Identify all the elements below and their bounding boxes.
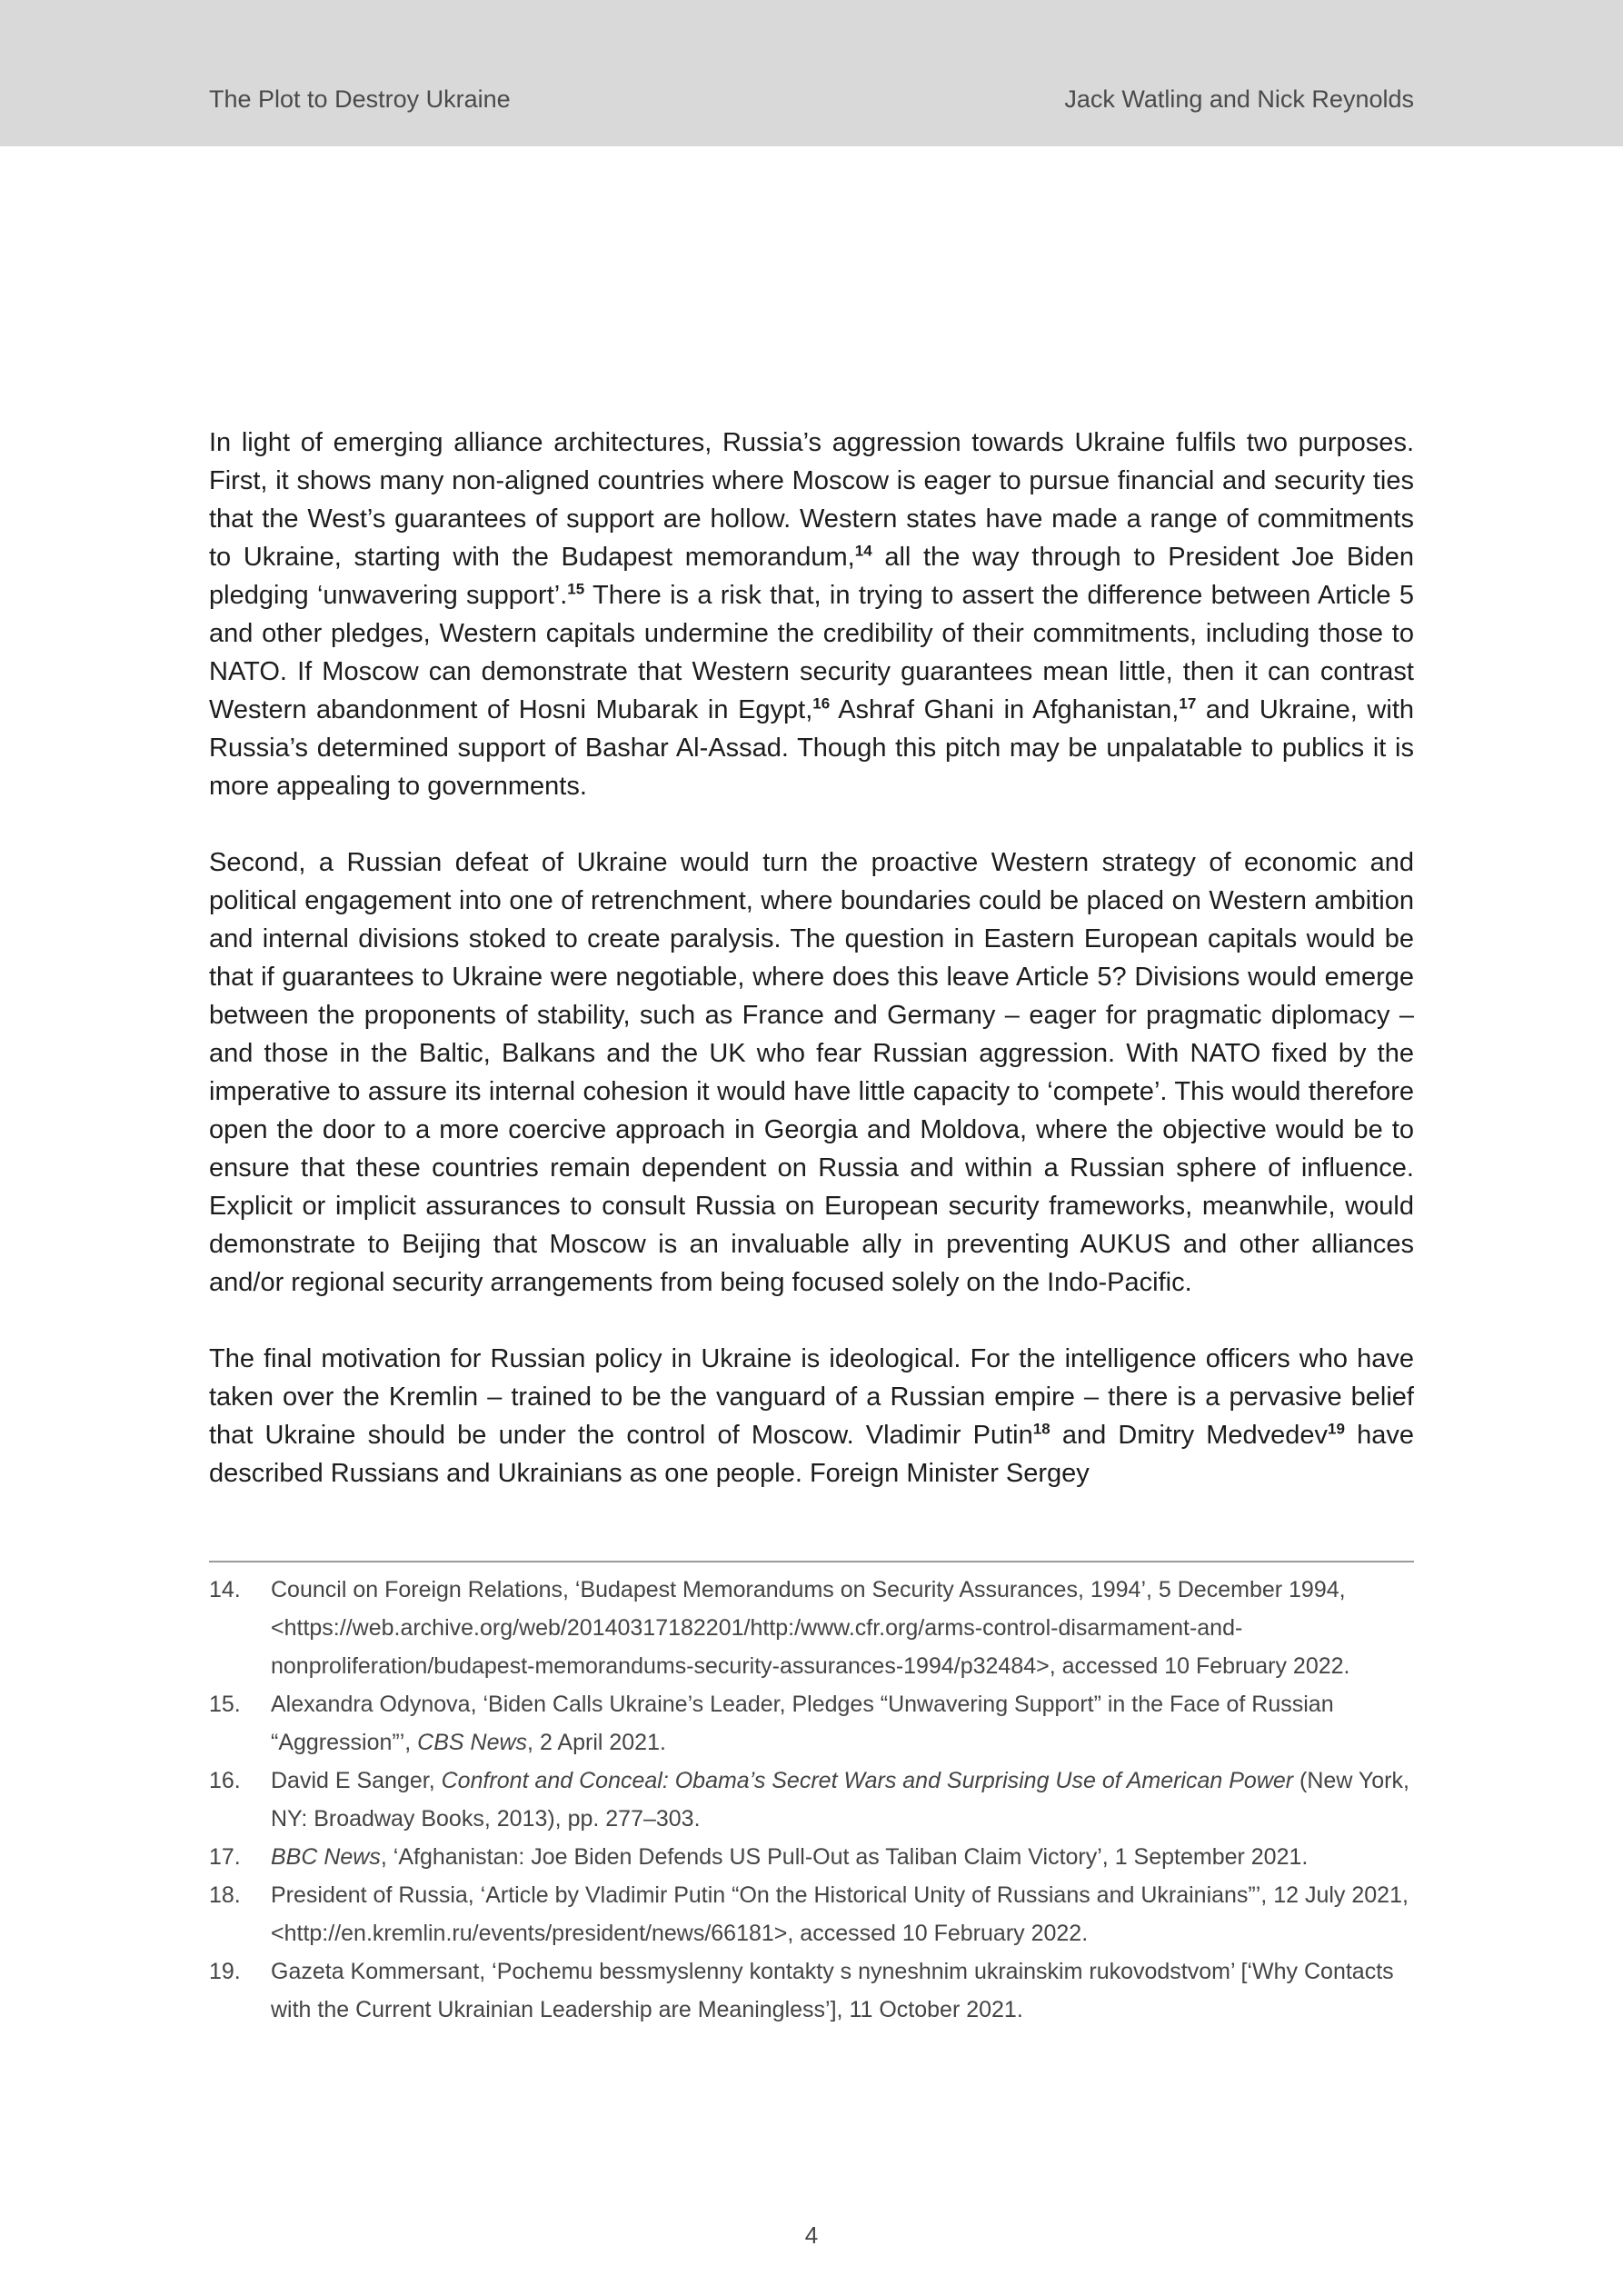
header-authors: Jack Watling and Nick Reynolds [1064, 85, 1414, 113]
footnote-divider [209, 1561, 1414, 1562]
footnote-ref-18: 18 [1032, 1420, 1050, 1438]
header-title: The Plot to Destroy Ukraine [209, 85, 511, 113]
p1-text-c: There is a risk that, in trying to assert the difference between Article 5 and other pledges, Western capitals undermine the credibility of their commitments, including those to NATO. If Moscow can demonstrate that Western security guarantees mean little, then it can contrast Western abandonment of Hosni Mubarak in Egypt, [209, 581, 1414, 724]
p1-text-a: In light of emerging alliance architectures, Russia’s aggression towards Ukraine fulfils two purposes. First, it shows many non-aligned countries where Moscow is eager to pursue financial and security ties that the West’s guarantees of support are hollow. Western states have made a range of commitments to Ukraine, starting with the Budapest memorandum, [209, 428, 1414, 572]
footnote-source-italic: Confront and Conceal: Obama’s Secret Wars and Surprising Use of American Power [441, 1768, 1294, 1793]
footnote-ref-14: 14 [854, 542, 872, 560]
paragraph-3 [209, 1340, 1414, 1492]
footnote-text [271, 1762, 1414, 1838]
footnote-number: 14. [209, 1577, 241, 1602]
p3-text-c: have described Russians and Ukrainians as one people. Foreign Minister Sergey [209, 1421, 1414, 1488]
footnotes-list [209, 1571, 1414, 2029]
footnote-15 [209, 1685, 1414, 1762]
footnote-16 [209, 1762, 1414, 1838]
p1-text-b: all the way through to President Joe Biden pledging ‘unwavering support’. [209, 543, 1415, 610]
footnote-number: 15. [209, 1692, 241, 1717]
footnote-14 [209, 1571, 1414, 1685]
footnote-text-part: David E Sanger, [271, 1768, 442, 1793]
footnote-source-italic: BBC News [271, 1844, 381, 1870]
footnote-18 [209, 1876, 1414, 1952]
footnote-17 [209, 1838, 1414, 1876]
footnote-text-part: (New York, NY: Broadway Books, 2013), pp. 277–303. [271, 1768, 1409, 1832]
footnote-text: Council on Foreign Relations, ‘Budapest Memorandums on Security Assurances, 1994’, 5 December 1994, <https://web.archive.org/web/20140317182201/http:/www.cfr.org/arms-control-disarmament-and-nonproliferation/budapest-memorandums-security-assurances-1994/p32484>, accessed 10 February 2022. [271, 1577, 1350, 1679]
footnote-ref-17: 17 [1179, 694, 1197, 713]
p1-text-e: and Ukraine, with Russia’s determined support of Bashar Al-Assad. Though this pitch may be unpalatable to publics it is more appealing to governments. [209, 695, 1415, 801]
footnote-number: 18. [209, 1882, 241, 1908]
footnote-ref-15: 15 [567, 580, 585, 598]
footnote-text-part: Alexandra Odynova, ‘Biden Calls Ukraine’s Leader, Pledges “Unwavering Support” in the Face of Russian “Aggression”’, [271, 1692, 1334, 1755]
footnote-source-italic: CBS News [417, 1730, 528, 1755]
paragraph-2: Second, a Russian defeat of Ukraine would turn the proactive Western strategy of economic and political engagement into one of retrenchment, where boundaries could be placed on Western ambition and internal divisions stoked to create paralysis. The question in Eastern European capitals would be that if guarantees to Ukraine were negotiable, where does this leave Article 5? Divisions would emerge between the proponents of stability, such as France and Germany – eager for pragmatic diplomacy – and those in the Baltic, Balkans and the UK who fear Russian aggression. With NATO fixed by the imperative to assure its internal cohesion it would have little capacity to ‘compete’. This would therefore open the door to a more coercive approach in Georgia and Moldova, where the objective would be to ensure that these countries remain dependent on Russia and within a Russian sphere of influence. Explicit or implicit assurances to consult Russia on European security frameworks, meanwhile, would demonstrate to Beijing that Moscow is an invaluable ally in preventing AUKUS and other alliances and/or regional security arrangements from being focused solely on the Indo-Pacific. [209, 848, 1414, 1297]
p3-text-a: The final motivation for Russian policy in Ukraine is ideological. For the intelligence officers who have taken over the Kremlin – trained to be the vanguard of a Russian empire – there is a pervasive belief that Ukraine should be under the control of Moscow. Vladimir Putin [209, 1344, 1414, 1450]
footnote-text [271, 1685, 1414, 1762]
p3-text-b: and Dmitry Medvedev [1050, 1421, 1329, 1450]
footnote-number: 19. [209, 1959, 241, 1984]
paragraph-1 [209, 424, 1414, 805]
footnote-text: President of Russia, ‘Article by Vladimir Putin “On the Historical Unity of Russians and Ukrainians”’, 12 July 2021, <http://en.kremlin.ru/events/president/news/66181>, accessed 10 February 2022. [271, 1882, 1409, 1946]
p1-text-d: Ashraf Ghani in Afghanistan, [830, 695, 1180, 724]
footnote-ref-16: 16 [812, 694, 831, 713]
page-header [0, 0, 1623, 146]
footnote-ref-19: 19 [1328, 1420, 1345, 1438]
footnote-text: Gazeta Kommersant, ‘Pochemu bessmyslenny kontakty s nyneshnim ukrainskim rukovodstvom’ [‘Why Contacts with the Current Ukrainian Leadership are Meaningless’], 11 October 2021. [271, 1959, 1394, 2022]
footnote-text [271, 1838, 1414, 1876]
body-text [209, 424, 1414, 1492]
footnote-text-part: , 2 April 2021. [527, 1730, 666, 1755]
footnote-19 [209, 1952, 1414, 2029]
page-number: 4 [804, 2221, 819, 2249]
footnote-text-part: , ‘Afghanistan: Joe Biden Defends US Pull-Out as Taliban Claim Victory’, 1 September 2021. [380, 1844, 1309, 1870]
footnote-number: 16. [209, 1768, 241, 1793]
footnote-number: 17. [209, 1844, 241, 1870]
